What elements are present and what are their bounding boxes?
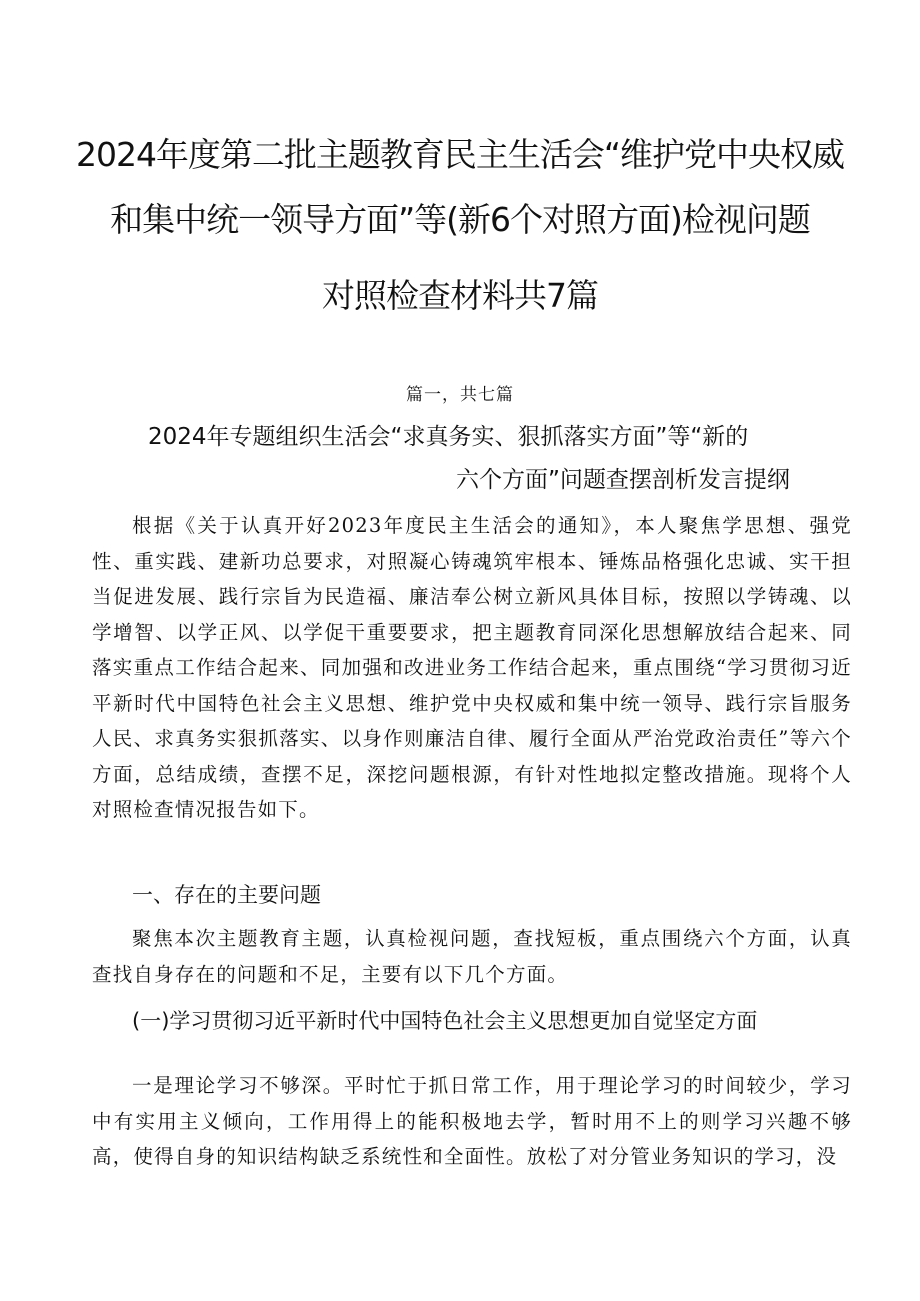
intro-paragraph: 根据《关于认真开好2023年度民主生活会的通知》，本人聚焦学思想、强党性、重实践、建新功总要求，对照凝心铸魂筑牢根本、锤炼品格强化忠诚、实干担当促进发展、践行宗旨为民造福、廉洁奉公树立新风具体目标，按照以学铸魂、以学增智、以学正风、以学促干重要要求，把主题教育同深化思想解放结合起来、同落实重点工作结合起来、同加强和改进业务工作结合起来，重点围绕“学习贯彻习近平新时代中国特色社会主义思想、维护党中央权威和集中统一领导、践行宗旨服务人民、求真务实狠抓落实、以身作则廉洁自律、履行全面从严治党政治责任”等六个方面，总结成绩，查摆不足，深挖问题根源，有针对性地拟定整改措施。现将个人对照检查情况报告如下。 [92, 514, 852, 821]
document-title-line-2: 和集中统一领导方面”等(新6个对照方面)检视问题 [110, 200, 810, 239]
section-heading-1: 一、存在的主要问题 [132, 883, 321, 907]
document-title-line-1: 2024年度第二批主题教育民主生活会“维护党中央权威 [75, 135, 845, 174]
document-title-line-3: 对照检查材料共7篇 [322, 276, 598, 315]
body-paragraph-2: 聚焦本次主题教育主题，认真检视问题，查找短板，重点围绕六个方面，认真查找自身存在的问题和不足，主要有以下几个方面。 [92, 927, 852, 986]
body-paragraph-3: 一是理论学习不够深。平时忙于抓日常工作，用于理论学习的时间较少，学习中有实用主义倾向，工作用得上的能积极地去学，暂时用不上的则学习兴趣不够高，使得自身的知识结构缺乏系统性和全面性。放松了对分管业务知识的学习，没 [92, 1074, 852, 1168]
subtitle-line-1: 2024年专题组织生活会“求真务实、狠抓落实方面”等“新的 [148, 424, 749, 450]
section-heading-2: (一)学习贯彻习近平新时代中国特色社会主义思想更加自觉坚定方面 [132, 1009, 758, 1033]
subtitle-line-2: 六个方面”问题查摆剖析发言提纲 [456, 467, 790, 493]
section-label: 篇一，共七篇 [406, 385, 514, 405]
